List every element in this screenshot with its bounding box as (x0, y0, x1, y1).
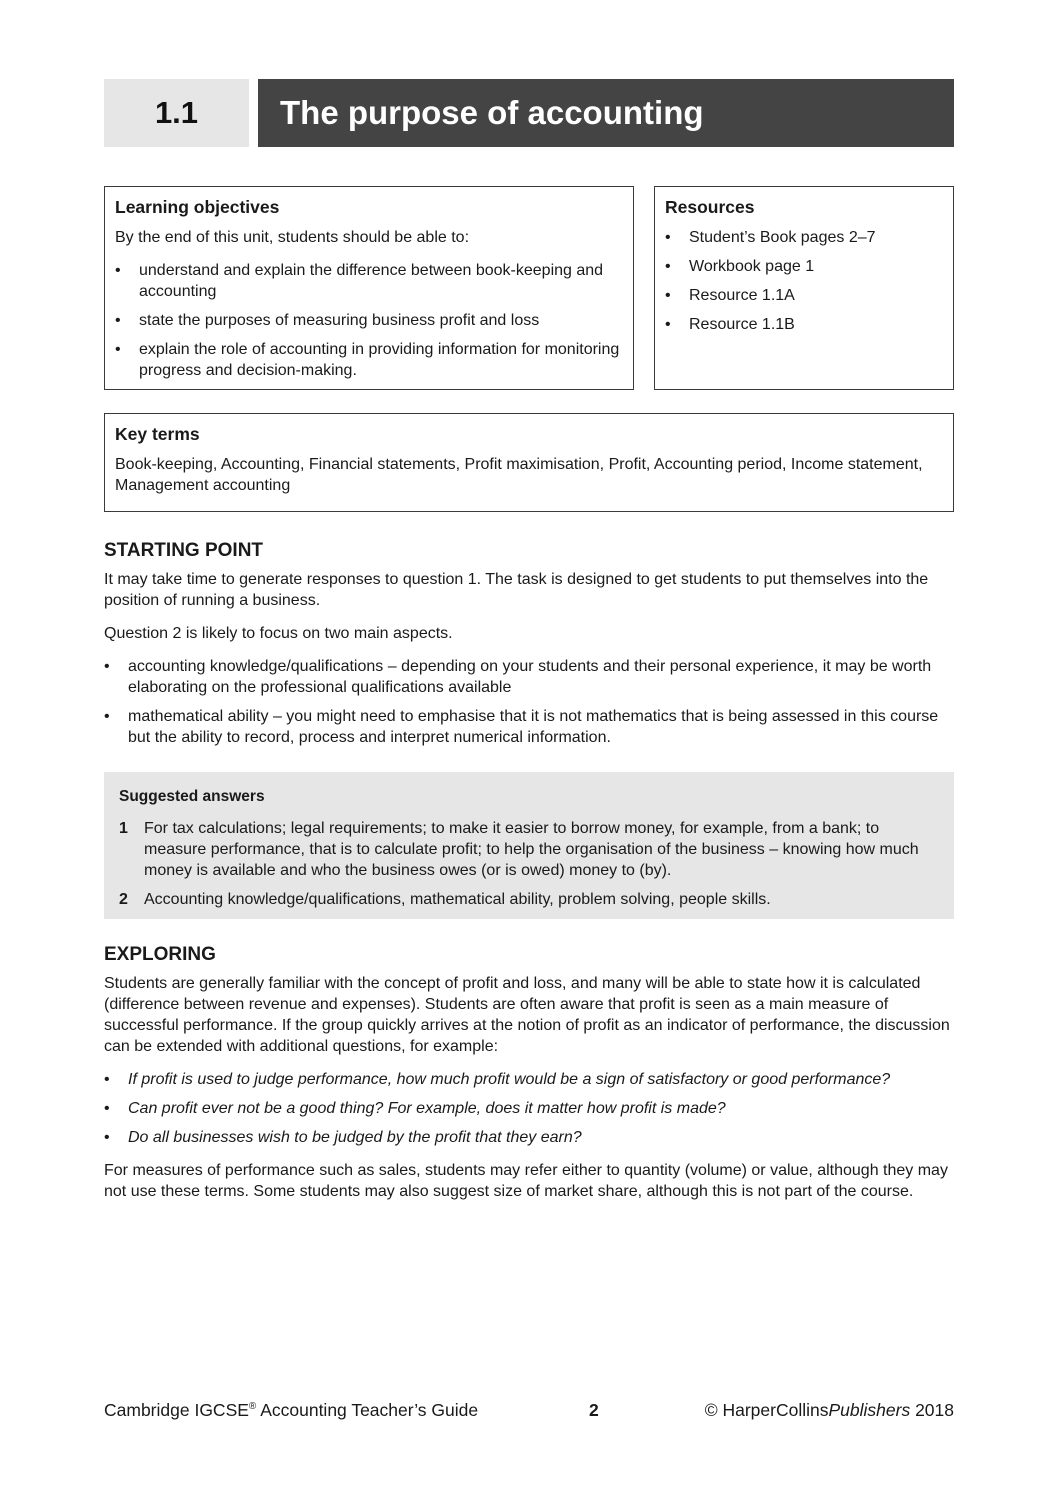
list-item: 1 For tax calculations; legal requirements; to make it easier to borrow money, for example, from a bank; to measure performance, that is to calculate profit; to help the organisation of the business – knowing how much money is available and who the business owes (or is owed) money to (by). (119, 820, 919, 879)
starting-point-para-1: It may take time to generate responses to question 1. The task is designed to get students to put themselves into the position of running a business. (104, 571, 929, 609)
page-footer (104, 1400, 954, 1424)
suggested-answers-list (119, 818, 938, 910)
list-item: • state the purposes of measuring business profit and loss (115, 312, 540, 329)
starting-point-section (104, 540, 954, 748)
resources-list (665, 227, 943, 335)
list-item: • Do all businesses wish to be judged by the profit that they earn? (104, 1129, 582, 1146)
footer-copyright: © HarperCollinsPublishers 2018 (704, 1400, 954, 1420)
suggested-answers-box (104, 772, 954, 919)
starting-point-heading: STARTING POINT (104, 540, 264, 561)
unit-number: 1.1 (104, 79, 249, 147)
resources-heading: Resources (665, 197, 755, 217)
learning-objectives-heading: Learning objectives (115, 197, 280, 217)
list-item: • understand and explain the difference between book-keeping and accounting (115, 262, 604, 300)
list-item: 2 Accounting knowledge/qualifications, mathematical ability, problem solving, people skills. (119, 891, 771, 908)
starting-point-para-2: Question 2 is likely to focus on two main aspects. (104, 625, 453, 642)
starting-point-list (104, 656, 954, 748)
exploring-para-1: Students are generally familiar with the concept of profit and loss, and many will be able to state how it is calculated (difference between revenue and expenses). Students are often aware that profit is seen as a main measure of successful performance. If the group quickly arrives at the notion of profit as an indicator of performance, the discussion can be extended with additional questions, for example: (104, 975, 950, 1055)
footer-book-title: Cambridge IGCSE® Accounting Teacher’s Guide (104, 1400, 479, 1420)
list-item: • Workbook page 1 (665, 258, 815, 275)
key-terms-heading: Key terms (115, 424, 200, 444)
key-terms-text: Book-keeping, Accounting, Financial statements, Profit maximisation, Profit, Accounting period, Income statement, Management accounting (115, 456, 923, 494)
exploring-section (104, 944, 954, 1214)
resources-box (654, 186, 954, 390)
list-item: • If profit is used to judge performance, how much profit would be a sign of satisfactory or good performance? (104, 1071, 891, 1088)
list-item: • Student’s Book pages 2–7 (665, 229, 876, 246)
key-terms-box (104, 413, 954, 512)
list-item: • mathematical ability – you might need to emphasise that it is not mathematics that is being assessed in this course but the ability to record, process and interpret numerical information. (104, 708, 939, 746)
list-item: • Resource 1.1A (665, 287, 795, 304)
list-item: • explain the role of accounting in providing information for monitoring progress and decision-making. (115, 341, 620, 379)
list-item: • Resource 1.1B (665, 316, 795, 333)
learning-objectives-list (115, 260, 623, 381)
list-item: • Can profit ever not be a good thing? For example, does it matter how profit is made? (104, 1100, 726, 1117)
page-title: The purpose of accounting (258, 79, 954, 147)
exploring-heading: EXPLORING (104, 944, 216, 965)
list-item: • accounting knowledge/qualifications – depending on your students and their personal experience, it may be worth elaborating on the professional qualifications available (104, 658, 932, 696)
exploring-questions-list (104, 1069, 954, 1148)
exploring-para-2: For measures of performance such as sales, students may refer either to quantity (volume) or value, although they may not use these terms. Some students may also suggest size of market share, although this is not part of the course. (104, 1162, 948, 1200)
learning-objectives-box (104, 186, 634, 390)
suggested-answers-heading: Suggested answers (119, 788, 265, 805)
page-number: 2 (589, 1400, 599, 1420)
learning-objectives-intro: By the end of this unit, students should be able to: (115, 229, 470, 246)
